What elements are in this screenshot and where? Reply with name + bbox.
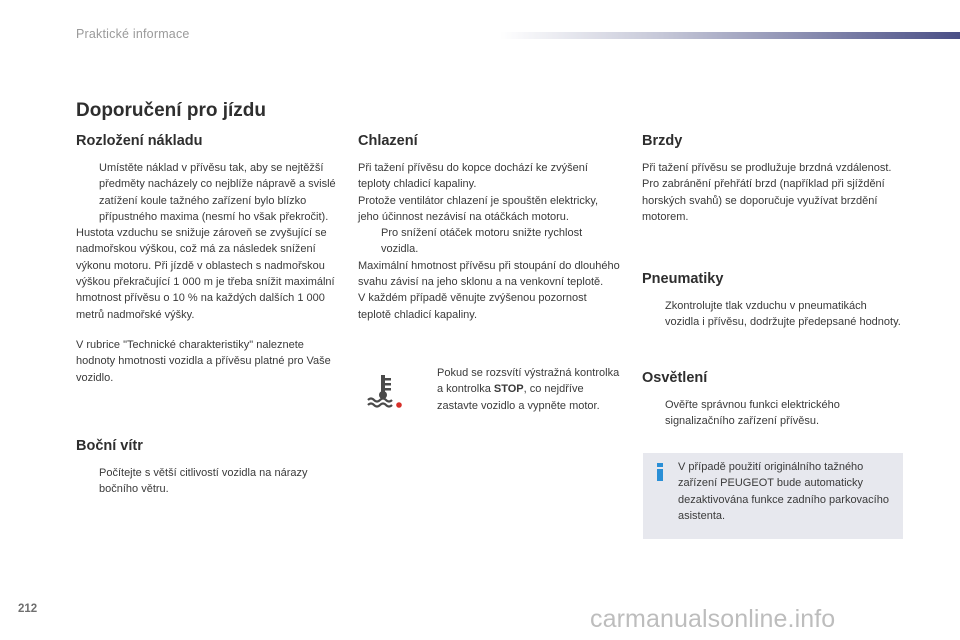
warning-text-stop: STOP: [493, 383, 524, 396]
paragraph: V rubrice "Technické charakteristiky" naleznete hodnoty hmotnosti vozidla a přívěsu platné pro Vaše vozidlo.: [76, 338, 331, 384]
coolant-warning: [358, 365, 620, 435]
section-brakes: [642, 132, 904, 225]
section-title-lighting: Osvětlení: [642, 370, 708, 386]
warning-text-post: , co nejdříve zastavte vozidlo a vypněte motor.: [437, 383, 600, 412]
bullet-item: [642, 397, 904, 430]
section-title-tyres: Pneumatiky: [642, 271, 724, 287]
bullet-text: Zkontrolujte tlak vzduchu v pneumatikách vozidla i přívěsu, dodržujte předepsané hodnoty.: [665, 300, 901, 329]
section-title-loading: Rozložení nákladu: [76, 133, 203, 149]
section-title-cooling: Chlazení: [358, 133, 418, 149]
bullet-text: Ověřte správnou funkci elektrického signalizačního zařízení přívěsu.: [665, 399, 840, 428]
bullet-text: Umístěte náklad v přívěsu tak, aby se nejtěžší předměty nacházely co nejblíže nápravě a svislé zatížení koule tažného zařízení bylo blízko přípustného maxima (nesmí ho však překročit).: [99, 162, 336, 223]
section-cooling: [358, 132, 620, 323]
section-crosswind: [76, 437, 338, 498]
watermark: carmanualsonline.info: [590, 605, 836, 633]
info-box: [643, 453, 903, 539]
header-title: Praktické informace: [76, 27, 190, 41]
info-icon: [653, 463, 667, 481]
page-number: 212: [18, 603, 38, 615]
section-lighting: [642, 369, 904, 430]
bullet-item: [642, 298, 904, 331]
page-heading: Doporučení pro jízdu: [76, 100, 266, 121]
section-loading: [76, 132, 338, 386]
paragraph: Maximální hmotnost přívěsu při stoupání do dlouhého svahu závisí na jeho sklonu a na venkovní teplotě.: [358, 259, 620, 289]
warning-text-pre: Pokud se rozsvítí výstražná kontrolka a kontrolka: [437, 367, 620, 396]
paragraph: Hustota vzduchu se snižuje zároveň se zvyšující se nadmořskou výškou, což má za následek snížení výkonu motoru. Při jízdě v oblastech s nadmořskou výškou překračující 1 000 m je třeba snížit maximální hmotnost přívěsu o 10 % na každých dalších 1 000 metrů nadmořské výšky.: [76, 227, 335, 321]
paragraph: V každém případě věnujte zvýšenou pozornost teplotě chladicí kapaliny.: [358, 292, 587, 321]
coolant-temperature-icon: [364, 371, 404, 411]
section-tyres: [642, 270, 904, 331]
bullet-text: Počítejte s větší citlivostí vozidla na nárazy bočního větru.: [99, 467, 308, 496]
bullet-text: Pro snížení otáček motoru snižte rychlost vozidla.: [381, 227, 583, 256]
section-title-crosswind: Boční vítr: [76, 438, 143, 454]
paragraph: Při tažení přívěsu se prodlužuje brzdná vzdálenost.: [642, 162, 892, 174]
warning-text: [414, 365, 620, 414]
header-gradient-bar: [500, 32, 960, 39]
bullet-item: [76, 160, 338, 225]
info-text: V případě použití originálního tažného zařízení PEUGEOT bude automaticky dezaktivována funkce zadního parkovacího asistenta.: [678, 461, 889, 522]
paragraph: Protože ventilátor chlazení je spouštěn elektricky, jeho účinnost nezávisí na otáčkách motoru.: [358, 194, 599, 223]
paragraph: Pro zabránění přehřátí brzd (například při sjíždění horských svahů) se doporučuje využívat brzdění motorem.: [642, 178, 885, 223]
bullet-item: [76, 465, 338, 498]
bullet-item: [358, 225, 620, 258]
section-title-brakes: Brzdy: [642, 133, 683, 149]
paragraph: Při tažení přívěsu do kopce dochází ke zvýšení teploty chladicí kapaliny.: [358, 162, 588, 191]
